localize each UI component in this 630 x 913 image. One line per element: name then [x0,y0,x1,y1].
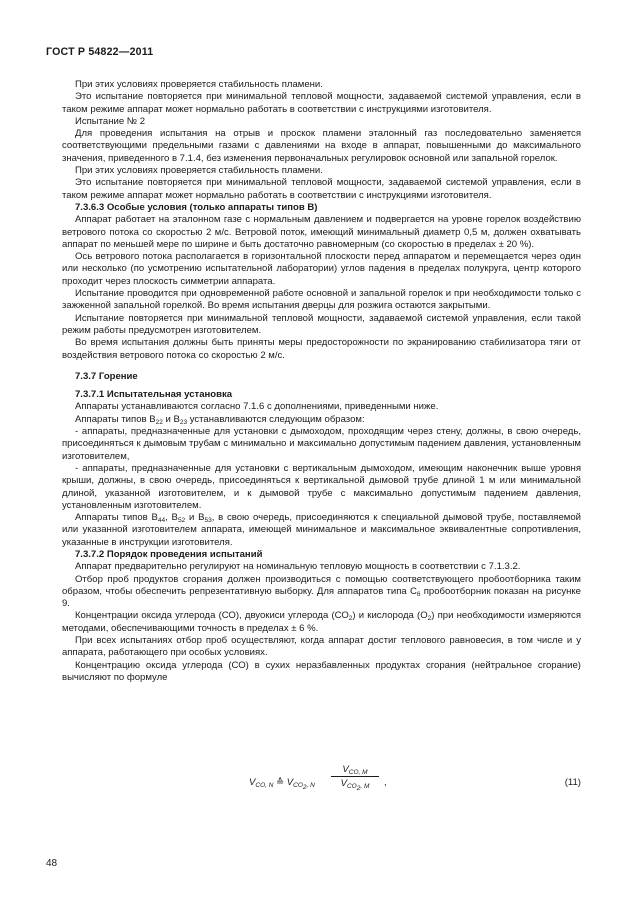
paragraph: Во время испытания должны быть приняты меры предосторожности по экранированию стабилизатора тяги от воздействия ветрового потока со скоростью 2 м/с. [62,337,581,361]
paragraph: - аппараты, предназначенные для установки с вертикальным дымоходом, имеющим наконечник выше уровня крыши, должны, в свою очередь, присоединяться к вертикальной дымовой трубе длиной 1 м или минимальной длиной, указанной изготовителем, и к дымовой трубе с максимально допустимым падением давления, установленным изготовителем. [62,462,581,511]
paragraph: Аппараты устанавливаются согласно 7.1.6 с дополнениями, приведенными ниже. [75,401,439,413]
standard-header: ГОСТ Р 54822—2011 [46,46,154,58]
formula-number: (11) [564,777,581,788]
paragraph: - аппараты, предназначенные для установки с дымоходом, проходящим через стену, должны, в свою очередь, присоединяться к дымовым трубам с минимально и максимально допустимым падением давления, установленным изготовителем, [62,426,581,462]
paragraph: Аппарат работает на эталонном газе с нормальным давлением и подвергается на уровне горелок воздействию ветрового потока со скоростью 2 м/с. Ветровой поток, имеющий минимальный диаметр 0,5 м, должен охватывать аппарат по меньшей мере по ширине и быть достаточно равномерным (со скоростью в пределах ± 20 %). [62,214,581,250]
paragraph: Аппараты типов $В_{22}$ и $В_{23}$ устанавливаются следующим образом: [75,413,365,426]
paragraph: Испытание проводится при одновременной работе основной и запальной горелок и при необходимости только с зажженной запальной горелкой. Во время испытания дверцы для розжига остаются закрытыми. [62,288,581,312]
page-number: 48 [46,858,58,869]
paragraph: При этих условиях проверяется стабильность пламени. [75,165,323,177]
paragraph: Ось ветрового потока располагается в горизонтальной плоскости перед аппаратом и перемещается через один или несколько (по усмотрению испытательной лаборатории) углов падения в пределах полукруга, центр которого проходит через плоскость симметрии аппарата. [62,251,581,287]
paragraph: Испытание повторяется при минимальной тепловой мощности, задаваемой системой управления, если такой режим работы предусмотрен изготовителем. [62,312,581,336]
paragraph: Это испытание повторяется при минимальной тепловой мощности, задаваемой системой управления, если в таком режиме аппарат может нормально работать в соответствии с инструкциями изготовителя. [62,177,581,201]
formula-11 [62,764,581,802]
fraction-numerator: $V_{CO, M}$ [342,764,368,776]
paragraph: Это испытание повторяется при минимальной тепловой мощности, задаваемой системой управления, если в таком режиме аппарат может нормально работать в соответствии с инструкциями изготовителя. [62,91,581,115]
paragraph: Аппараты типов $В_{44}$, $В_{52}$ и $В_{53}$, в свою очередь, присоединяются к специальной дымовой трубе, поставляемой или указанной изготовителем аппарата, имеющей минимальное и максимальное эквивалентные сопротивления, указанные в инструкции изготовителя. [62,512,581,548]
paragraph: При всех испытаниях отбор проб осуществляют, когда аппарат достиг теплового равновесия, в том числе и у аппарата, работающего при особых условиях. [62,635,581,659]
section-heading: 7.3.6.3 Особые условия (только аппараты типов В) [75,201,318,213]
paragraph: Испытание № 2 [75,115,146,127]
fraction-denominator: $V_{CO_2, M}$ [340,778,370,792]
paragraph: Отбор проб продуктов сгорания должен производиться с помощью соответствующего пробоотборника таким образом, чтобы обеспечить репрезентативную выборку. Для аппаратов типа $С_6$ пробоотборник показан на рисунке 9. [62,573,581,610]
section-heading: 7.3.7 Горение [75,370,138,382]
formula-comma: , [384,777,387,788]
paragraph: При этих условиях проверяется стабильность пламени. [75,79,323,90]
section-heading: 7.3.7.2 Порядок проведения испытаний [75,548,263,560]
formula-fraction [331,764,379,792]
paragraph: Концентрацию оксида углерода (СО) в сухих неразбавленных продуктах сгорания (нейтральное сгорание) вычисляют по формуле [62,659,581,683]
document-body [62,79,581,684]
formula-lhs: $V_{CO, N}$ ≙ $V_{CO_2, N}$ [249,777,315,791]
section-heading: 7.3.7.1 Испытательная установка [75,389,233,401]
paragraph: Аппарат предварительно регулируют на номинальную тепловую мощность в соответствии с 7.1.3.2. [75,561,521,573]
paragraph: Для проведения испытания на отрыв и проскок пламени эталонный газ последовательно заменяется соответствующими предельными газами с давлениями на входе в аппарат, повышенными до максимального значения, приведенного в 7.1.4, без изменения первоначальных регулировок основной или запальной горелок. [62,128,581,164]
paragraph: Концентрации оксида углерода (СО), двуокиси углерода $(СО_2)$ и кислорода $(О_2)$ при необходимости измеряются методами, обеспечивающими точность в пределах ± 6 %. [62,610,581,634]
